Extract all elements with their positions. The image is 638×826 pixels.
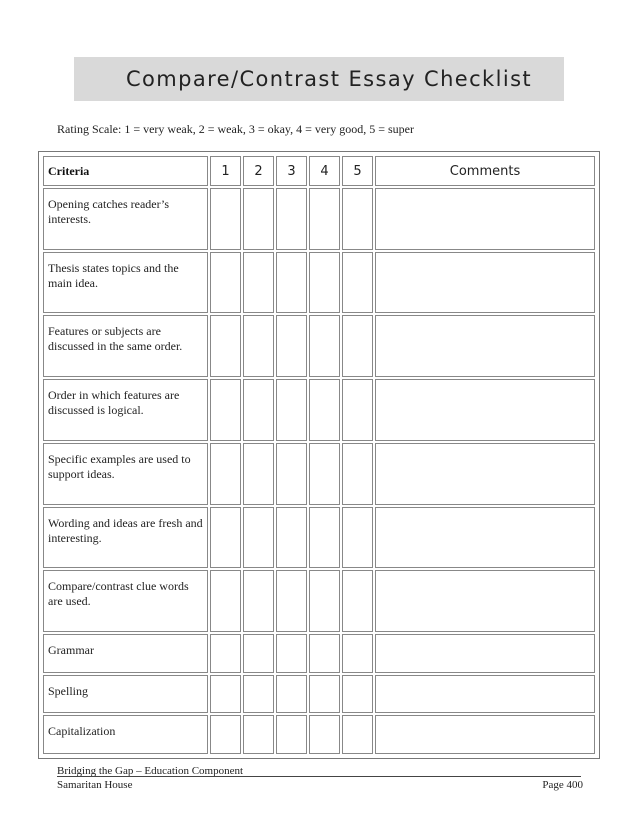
rating-cell-3[interactable] bbox=[276, 252, 307, 314]
rating-cell-1[interactable] bbox=[210, 315, 241, 377]
rating-cell-5[interactable] bbox=[342, 675, 373, 714]
rating-cell-1[interactable] bbox=[210, 252, 241, 314]
header-row bbox=[43, 156, 595, 186]
rating-cell-2[interactable] bbox=[243, 675, 274, 714]
rating-cell-2[interactable] bbox=[243, 507, 274, 569]
rating-cell-1[interactable] bbox=[210, 379, 241, 441]
comments-cell[interactable] bbox=[375, 507, 595, 569]
criteria-cell: Compare/contrast clue words are used. bbox=[43, 570, 208, 632]
rating-cell-5[interactable] bbox=[342, 315, 373, 377]
footer-program: Bridging the Gap – Education Component bbox=[57, 765, 244, 777]
rating-cell-4[interactable] bbox=[309, 675, 340, 714]
table-row bbox=[43, 634, 595, 673]
rating-cell-3[interactable] bbox=[276, 715, 307, 754]
rating-header-2: 2 bbox=[243, 156, 274, 186]
rating-cell-1[interactable] bbox=[210, 715, 241, 754]
rating-header-5: 5 bbox=[342, 156, 373, 186]
comments-cell[interactable] bbox=[375, 570, 595, 632]
rating-cell-1[interactable] bbox=[210, 188, 241, 250]
table-row bbox=[43, 675, 595, 714]
table-row bbox=[43, 570, 595, 632]
rating-cell-5[interactable] bbox=[342, 570, 373, 632]
rating-cell-4[interactable] bbox=[309, 634, 340, 673]
rating-cell-2[interactable] bbox=[243, 715, 274, 754]
comments-cell[interactable] bbox=[375, 379, 595, 441]
table-row bbox=[43, 507, 595, 569]
rating-cell-1[interactable] bbox=[210, 507, 241, 569]
rating-cell-1[interactable] bbox=[210, 634, 241, 673]
page-title: Compare/Contrast Essay Checklist bbox=[125, 67, 533, 91]
rating-cell-3[interactable] bbox=[276, 570, 307, 632]
criteria-cell: Wording and ideas are fresh and interesting. bbox=[43, 507, 208, 569]
rating-cell-3[interactable] bbox=[276, 188, 307, 250]
rating-cell-5[interactable] bbox=[342, 379, 373, 441]
rating-cell-5[interactable] bbox=[342, 188, 373, 250]
rating-cell-3[interactable] bbox=[276, 315, 307, 377]
rating-header-1: 1 bbox=[210, 156, 241, 186]
table-row bbox=[43, 443, 595, 505]
rating-cell-4[interactable] bbox=[309, 188, 340, 250]
rating-cell-2[interactable] bbox=[243, 252, 274, 314]
rating-scale-text: Rating Scale: 1 = very weak, 2 = weak, 3 = okay, 4 = very good, 5 = super bbox=[57, 122, 414, 136]
comments-cell[interactable] bbox=[375, 443, 595, 505]
criteria-cell: Order in which features are discussed is logical. bbox=[43, 379, 208, 441]
rating-cell-4[interactable] bbox=[309, 315, 340, 377]
comments-cell[interactable] bbox=[375, 188, 595, 250]
rating-cell-5[interactable] bbox=[342, 715, 373, 754]
rating-cell-1[interactable] bbox=[210, 443, 241, 505]
criteria-cell: Spelling bbox=[43, 675, 208, 714]
rating-cell-5[interactable] bbox=[342, 634, 373, 673]
rating-cell-1[interactable] bbox=[210, 570, 241, 632]
rating-cell-2[interactable] bbox=[243, 443, 274, 505]
rating-header-3: 3 bbox=[276, 156, 307, 186]
comments-cell[interactable] bbox=[375, 252, 595, 314]
comments-cell[interactable] bbox=[375, 315, 595, 377]
criteria-header: Criteria bbox=[43, 156, 208, 186]
criteria-cell: Features or subjects are discussed in the same order. bbox=[43, 315, 208, 377]
rating-cell-5[interactable] bbox=[342, 252, 373, 314]
rating-cell-4[interactable] bbox=[309, 570, 340, 632]
page-number: Page 400 bbox=[542, 779, 583, 791]
rating-cell-3[interactable] bbox=[276, 675, 307, 714]
rating-cell-4[interactable] bbox=[309, 715, 340, 754]
rating-cell-3[interactable] bbox=[276, 379, 307, 441]
comments-cell[interactable] bbox=[375, 675, 595, 714]
rating-cell-4[interactable] bbox=[309, 507, 340, 569]
table-row bbox=[43, 188, 595, 250]
rating-cell-2[interactable] bbox=[243, 379, 274, 441]
rating-cell-2[interactable] bbox=[243, 634, 274, 673]
rating-cell-4[interactable] bbox=[309, 379, 340, 441]
rating-cell-2[interactable] bbox=[243, 570, 274, 632]
page-footer bbox=[57, 765, 583, 792]
rating-cell-5[interactable] bbox=[342, 443, 373, 505]
footer-organization: Samaritan House bbox=[57, 779, 133, 791]
rating-cell-2[interactable] bbox=[243, 315, 274, 377]
rating-cell-4[interactable] bbox=[309, 443, 340, 505]
criteria-cell: Opening catches reader’s interests. bbox=[43, 188, 208, 250]
rating-cell-2[interactable] bbox=[243, 188, 274, 250]
rating-cell-3[interactable] bbox=[276, 443, 307, 505]
rating-cell-3[interactable] bbox=[276, 507, 307, 569]
title-banner bbox=[74, 57, 564, 101]
table-row bbox=[43, 252, 595, 314]
rating-cell-3[interactable] bbox=[276, 634, 307, 673]
checklist-table-frame bbox=[38, 151, 600, 759]
comments-cell[interactable] bbox=[375, 634, 595, 673]
criteria-cell: Thesis states topics and the main idea. bbox=[43, 252, 208, 314]
checklist-table bbox=[41, 154, 597, 756]
table-row bbox=[43, 315, 595, 377]
footer-rule bbox=[57, 776, 581, 777]
table-row bbox=[43, 379, 595, 441]
rating-cell-4[interactable] bbox=[309, 252, 340, 314]
rating-header-4: 4 bbox=[309, 156, 340, 186]
criteria-cell: Capitalization bbox=[43, 715, 208, 754]
rating-cell-5[interactable] bbox=[342, 507, 373, 569]
comments-header: Comments bbox=[375, 156, 595, 186]
rating-cell-1[interactable] bbox=[210, 675, 241, 714]
criteria-cell: Grammar bbox=[43, 634, 208, 673]
table-row bbox=[43, 715, 595, 754]
criteria-cell: Specific examples are used to support ideas. bbox=[43, 443, 208, 505]
comments-cell[interactable] bbox=[375, 715, 595, 754]
